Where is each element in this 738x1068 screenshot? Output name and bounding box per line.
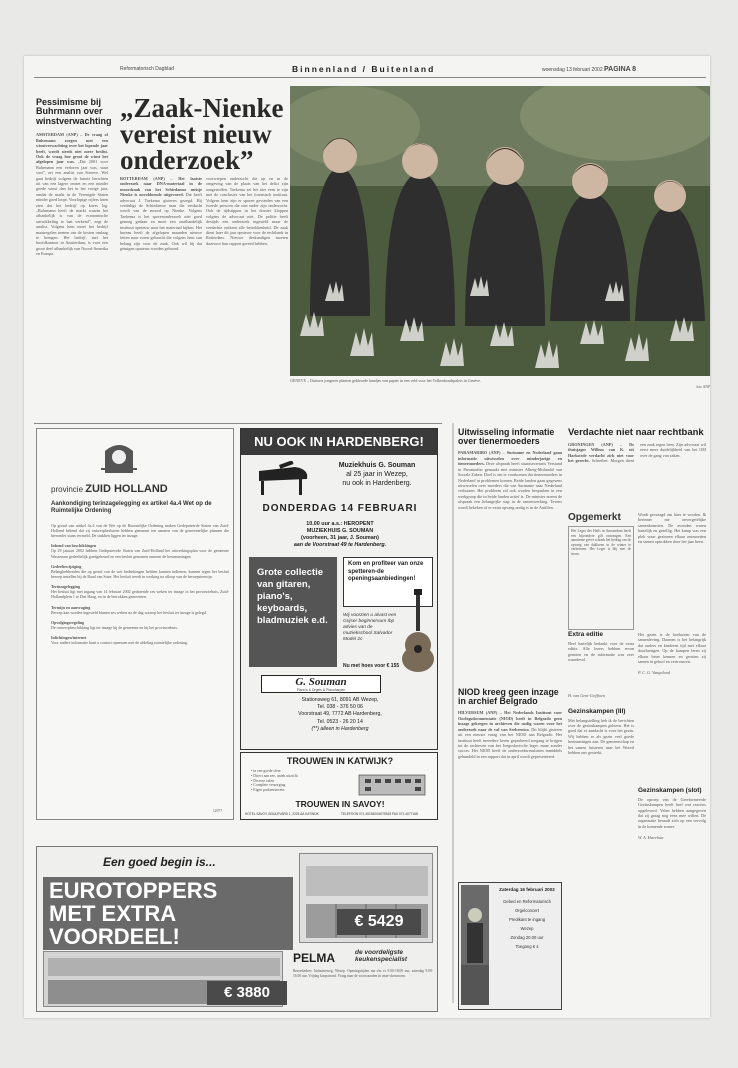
province-org: provincie ZUID HOLLAND — [51, 483, 168, 495]
agenda-lines: Gebed en Reformatorisch Orgelconcert Predikant te ingang Wezep Zondag 20.00 uur Toegang € 4 — [503, 899, 551, 949]
left-article-headline: Pessimisme bij Buhrmann over winstverwachting — [36, 97, 112, 126]
music-ad-advice: Wij voorzien u alvast een Grijser beginnersum Ibp advies van de muziekschool Salvador Model 2c — [343, 613, 397, 642]
euro-ad-address: Bezoekadres: Industrieweg, Wezep. Openingstijden ma t/m vr 9.00-18.00 uur, zaterdag 9.00-16.00 uur. Vrijdag koopavond. Vraag naar de voorwaarden in onze showroom. — [293, 969, 433, 978]
music-ad-spotlight: Kom en profiteer van onze spetteren-de openingsaanbiedingen! — [343, 557, 433, 607]
pelma-logo: PELMA — [293, 951, 335, 965]
extra-editie-title: Extra editie — [568, 631, 604, 638]
katwijk-ad-list: • in een goede sfeer • Direct aan zee, uniek uitzicht • Diverse zalen • Complete verzorging • Eigen parkeerterrein — [251, 769, 298, 793]
col3-headline-1: Uitwisseling informatie over tienermoeders — [458, 427, 555, 447]
gezinskampen-title: Gezinskampen (III) — [568, 707, 626, 715]
col4-headline: Verdachte niet naar rechtbank — [568, 427, 704, 438]
katwijk-wedding-ad — [240, 752, 438, 820]
music-ad-banner: NU OOK IN HARDENBERG! — [241, 429, 437, 455]
agenda-photo — [461, 885, 489, 1005]
main-article-headline-box — [120, 95, 288, 173]
hotel-building-icon — [357, 769, 427, 797]
organist-image — [461, 885, 489, 1005]
main-article-headline: „Zaak-Nienke vereist nieuw onderzoek” — [120, 93, 284, 175]
news-photo — [290, 86, 710, 376]
col4-letters: Het gezin is de hoeksteen van de samenleving. Daarom is het belangrijk dat ouders en kinderen tijd met elkaar doorbrengen. Op de kampen leren zij elkaar beter kennen en groeien zij samen in geloof en vertrouwen. P. C. G. Vangeland — [638, 632, 706, 675]
col4-article: Verdachte niet naar rechtbank GRONINGEN (ANP) – De thuisjager Willem van K. uit Harkstede verdacht zich niet voor het gerecht. Schreiber. Morgen dient een zaak tegen hem. Zijn advocaat wil eerst meer duidelijkheid van het OM over de gang van zaken. — [568, 427, 706, 464]
left-article-body: AMSTERDAM (ANP) – De vraag of Buhrmann zorgen met een winstverwachting over het lopende jaar heeft, wordt steeds niet meer beslist. Ook de vraag hoe groot de winst het afgelopen jaar was. „Dat 2001 voor Buhrmann een verloren jaar was, staat vast”, zei een analist van Stroeve. Wel gaat bedrijf volgens de laatste berichten uit van een lagere omzet en een minder goede winst dan het in het vorige jaar, omdat de markt in de Verenigde Staten minder goed loopt. Voorlopige cijfers laten zien dat het bedrijf op koers lag. „Buhrmann heeft de markt waarin het afhankelijk is van de economische ontwikkeling te laat verkend”, zegt de analist. Volgens hem moet het bedrijf maatregelen nemen om de kosten omlaag te brengen. Het bedrijf, met het hoofdkantoor in Amsterdam, is voor een groot deel afhankelijk van Noord-Amerika en Europa. — [36, 132, 108, 257]
col4-continued: Wordt gevraagd om later te worden. Ik herinner me onvergetelijke samenkomsten. De avonden waren hartelijk en gezellig. Het kamp was een plek waar gezinnen elkaar ontmoetten en samen optrokken door het jaar heen. — [638, 512, 706, 545]
piano-icon — [255, 461, 311, 497]
music-ad-price: Nu met hoes voor € 155 — [343, 663, 400, 669]
euro-ad-title: EUROTOPPERS MET EXTRA VOORDEEL! — [43, 877, 293, 950]
page-date: woensdag 13 februari 2002 PAGINA 8 — [542, 66, 637, 73]
province-ad-title: Aankondiging terinzagelegging ex artikel 4a.4 Wet op de Ruimtelijke Ordening — [51, 501, 212, 514]
opgemerkt-title: Opgemerkt — [568, 512, 621, 523]
eurotoppers-ad — [36, 846, 438, 1012]
gezinskampen-slot: Gezinskampen (slot) De oproep van de Gereformeerde Gezinskampen heeft heel wat reacties opgeleverd. Velen hebben aangegeven dat zij graag nog eens mee willen. De organisatie beraadt zich op een vervolg in de komende zomer. W. A. Havelaar — [638, 787, 706, 840]
section-rule — [34, 423, 442, 424]
main-article-col1: ROTTERDAM (ANP) – Het laatste onderzoek naar DNA-materiaal in de moordzaak van het Schiedamse meisje Nienke is onvoldoende uitgevoerd. Dat heeft advocaat J. Taekema gisteren gezegd. Hij verdedigt de Schiedamse man die verdacht wordt van de moord op Nienke. Volgens Taekema is het sporenonderzoek niet goed genoeg gedaan en moet een onafhankelijk instituut opnieuw naar het materiaal kijken. Het bureau heeft de afgelopen maanden nieuwe feiten naar voren gebracht die volgens hem van belang zijn voor de zaak. Ook wil hij dat getuigen opnieuw worden gehoord. — [120, 176, 202, 252]
paper-name: Reformatorisch Dagblad — [120, 66, 174, 72]
music-ad-intro: Muziekhuis G. Souman al 25 jaar in Wezep, nu ook in Hardenberg. — [338, 462, 416, 487]
gezinskampen-slot-title: Gezinskampen (slot) — [638, 787, 702, 794]
province-ad-ref: 12077 — [213, 809, 222, 813]
katwijk-ad-phone: TELEFOON 071-4019400/4075515 FAX 071-4077168 — [341, 812, 418, 816]
province-ad — [36, 428, 234, 820]
opgemerkt-box: Opgemerkt Het Leger des Heils in Amsterdam heeft een bijzondere gift ontvangen. Een anonieme gever schonk het bedrag om de opvang van daklozen in de winter te verbeteren. Het Leger is blij met de steun. — [568, 512, 634, 630]
province-crest-icon — [99, 439, 139, 475]
souman-logo: G. Souman Piano's & Orgels & Pianoharpen — [261, 675, 381, 693]
katwijk-ad-hotel: HOTEL SAVOY, BOULEVARD 1, 2225 AA KATWIJK — [245, 812, 319, 816]
guitar-icon — [401, 589, 435, 673]
section-title: Binnenland / Buitenland — [292, 64, 436, 74]
euro-ad-lead: Een goed begin is... — [103, 855, 216, 869]
music-ad-event: DONDERDAG 14 FEBRUARI — [262, 503, 418, 514]
signature-1: H. van Gent-Griffioen — [568, 692, 606, 698]
katwijk-ad-title: TROUWEN IN KATWIJK? — [286, 756, 394, 766]
photo-credit: foto ANP — [696, 385, 710, 389]
photo-scene — [290, 86, 710, 376]
col3-article-2: NIOD kreeg geen inzage in archief Belgrado HILVERSUM (ANP) – Het Nederlands Instituut voor Oorlogsdocumentatie (NIOD) heeft in Belgrado geen inzage gekregen in archieven die nodig waren voor het onderzoek naar de val van Srebrenica. Dit blijkt gisteren uit een nieuwe vraag van het NIOD aan Belgrado. Het instituut heeft meerdere keren geprobeerd toegang te krijgen tot de archieven van het Joegoslavische leger, maar zonder succes. Het NIOD heeft de onderzoeksresultaten inmiddels gebundeld in een rapport dat in april wordt gepresenteerd. — [458, 687, 562, 759]
agenda-box — [458, 882, 562, 1010]
page-header — [28, 62, 706, 76]
music-ad-event-details: 10.00 uur a.s.: HEROPENT MUZIEKHUIS G. SOUMAN (voorheen, 31 jaar, J. Souman) aan de Voorstraat 49 te Hardenberg. — [293, 521, 387, 548]
katwijk-ad-subtitle: TROUWEN IN SAVOY! — [295, 799, 385, 809]
music-ad-collection: Grote collectie van gitaren, piano's, keyboards, bladmuziek e.d. — [249, 557, 337, 667]
music-ad-addresses: Stationsweg 61, 8091 AB Wezep, Tel. 038 - 376 50 06 Voorstraat 49, 7772 AB Hardenberg, Tel. 0523 - 26 20 14 (**) alleen in Hardenberg — [298, 697, 382, 732]
column-divider — [452, 423, 454, 1003]
euro-ad-price-2: € 3880 — [207, 981, 287, 1005]
euro-ad-price-1: € 5429 — [337, 909, 421, 935]
province-ad-body: Op grond van artikel 4a.4 van de Wet op de Ruimtelijke Ordening maken Gedeputeerde Staten van Zuid-Holland bekend dat zij ontwerpbesluiten hebben genomen ten aanzien van de gemeentelijke plannen die hieronder staan vermeld. De stukken liggen ter inzage. Inhoud van beschikkingen Op 29 januari 2002 hebben Gedeputeerde Staten van Zuid-Holland het uitwerkingsplan voor de gemeente Wassenaar gedeeltelijk goedgekeurd en een besluit genomen omtrent de bestemmingen. Gedeeltewijziging Belanghebbenden die op grond van de wet bedenkingen hebben kunnen indienen, kunnen tegen het besluit beroep instellen bij de Raad van State. Het besluit treedt in werking na afloop van de beroepstermijn. Terinzagelegging Het besluit ligt met ingang van 14 februari 2002 gedurende zes weken ter inzage in het provinciehuis, Zuid-Hollandplein 1 te Den Haag, en in de betrokken gemeenten. Termijn en aanvraging Beroep kan worden ingesteld binnen zes weken na de dag waarop het besluit ter inzage is gelegd. Opvolgingsregeling De ontwerpbeschikking ligt ter inzage bij de gemeente en bij het provinciehuis. Inlichtingen/internet Voor nadere informatie kunt u contact opnemen met de afdeling ruimtelijke ordening. — [51, 523, 229, 646]
extra-editie: Extra editie Heel hartelijk bedankt voor de extra editie. Alle lezers hebben ervan genoten en de informatie was zeer waardevol. H. van Gent-Griffioen Gezinskampen (III) Met belangstelling heb ik de berichten over de gezinskampen gelezen. Het is goed dat er aandacht is voor het gezin. Wij hebben er als gezin veel goede herinneringen aan. De gemeenschap en het samen luisteren naar het Woord hebben ons gesterkt. — [568, 631, 634, 756]
col3-article-1: Uitwisseling informatie over tienermoeders PARAMARIBO (ANP) – Suriname en Nederland gaan informatie uitwisselen over minderjarige en tienermoeders. Deze afspraak heeft staatssecretaris Verstand in Paramaribo gemaakt met minister Alberg-Mohanlal van Sociale Zaken. Doel is om te voorkomen dat tienermoeders in Nederland in problemen komen. Beide landen gaan gegevens uitwisselen over moeders die van Suriname naar Nederland verhuizen. Het probleem zal ook worden besproken in een werkgroep die in beide landen actief is. De minister noemt de afspraak een belangrijke stap in de samenwerking. Tevens wordt bekeken of er extra opvang nodig is in de Antillen. — [458, 427, 562, 510]
photo-caption: GENEVE – Duitsers jongeren planten gekleurde handjes van papier in een veld voor het Volkenbondspaleis in Genève. — [290, 378, 482, 383]
main-article-col2: voorwerpen onderzocht die op en in de omgeving van de plaats van het delict zijn aangetroffen. Taekema zei het niet eens te zijn met de conclusies van het forensisch instituut. Volgens hem zijn er sporen gevonden van een tweede persoon die niet nader zijn onderzocht. Ook de tijdstippen in het dossier kloppen volgens de advocaat niet. De politie heeft destijds een onderzoek ingesteld maar de verdachte ontkent alle betrokkenheid. De zaak dient later dit jaar opnieuw voor de rechtbank in Rotterdam. Nieuwe deskundigen moeten daarvoor hun rapport gereed hebben. — [206, 176, 288, 246]
music-shop-ad — [240, 428, 438, 750]
col3-headline-2: NIOD kreeg geen inzage in archief Belgrado — [458, 687, 559, 707]
agenda-title: Zaterdag 16 februari 2002 — [499, 887, 555, 892]
euro-ad-tagline: de voordeligste keukenspecialist — [355, 949, 408, 963]
left-article — [36, 97, 112, 432]
header-rule — [34, 77, 706, 78]
